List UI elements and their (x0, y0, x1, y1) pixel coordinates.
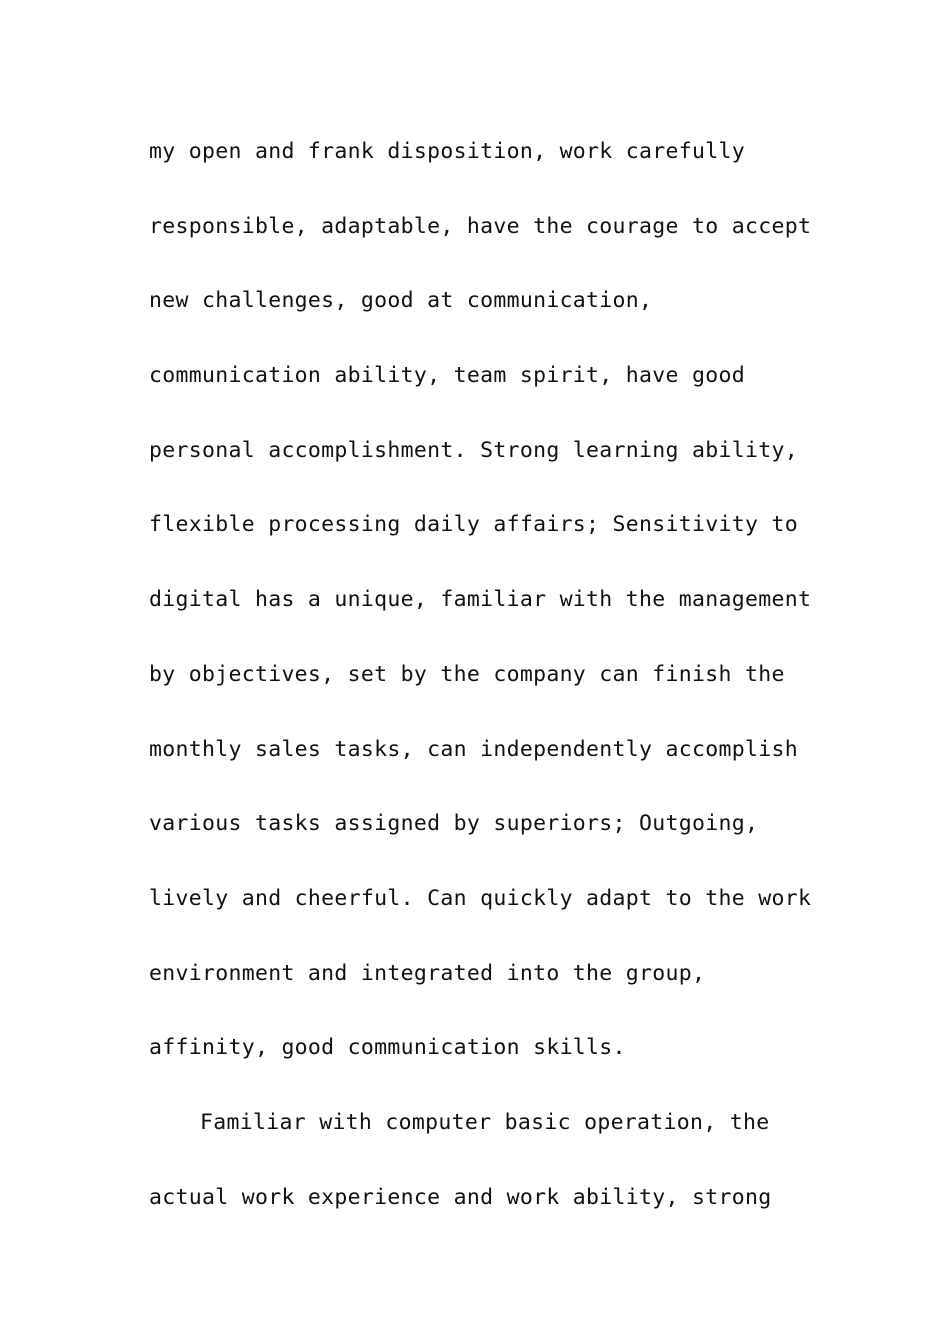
paragraph-start-line: Familiar with computer basic operation, the (200, 1109, 770, 1135)
text-line: various tasks assigned by superiors; Outgoing, (149, 811, 759, 837)
text-line: personal accomplishment. Strong learning ability, (149, 437, 798, 463)
text-line: flexible processing daily affairs; Sensitivity to (149, 512, 798, 538)
text-line: monthly sales tasks, can independently accomplish (149, 736, 798, 762)
text-line: actual work experience and work ability, strong (149, 1184, 772, 1210)
text-line: new challenges, good at communication, (149, 288, 653, 314)
text-line: lively and cheerful. Can quickly adapt to the work (149, 885, 812, 911)
text-line: environment and integrated into the group, (149, 960, 706, 986)
text-line: by objectives, set by the company can finish the (149, 661, 785, 687)
text-line: affinity, good communication skills. (149, 1035, 626, 1061)
text-line: responsible, adaptable, have the courage to accept (149, 213, 812, 239)
text-line: digital has a unique, familiar with the management (149, 587, 812, 613)
text-line: communication ability, team spirit, have good (149, 363, 745, 389)
body-text (149, 132, 812, 1252)
text-line: my open and frank disposition, work carefully (149, 139, 745, 164)
